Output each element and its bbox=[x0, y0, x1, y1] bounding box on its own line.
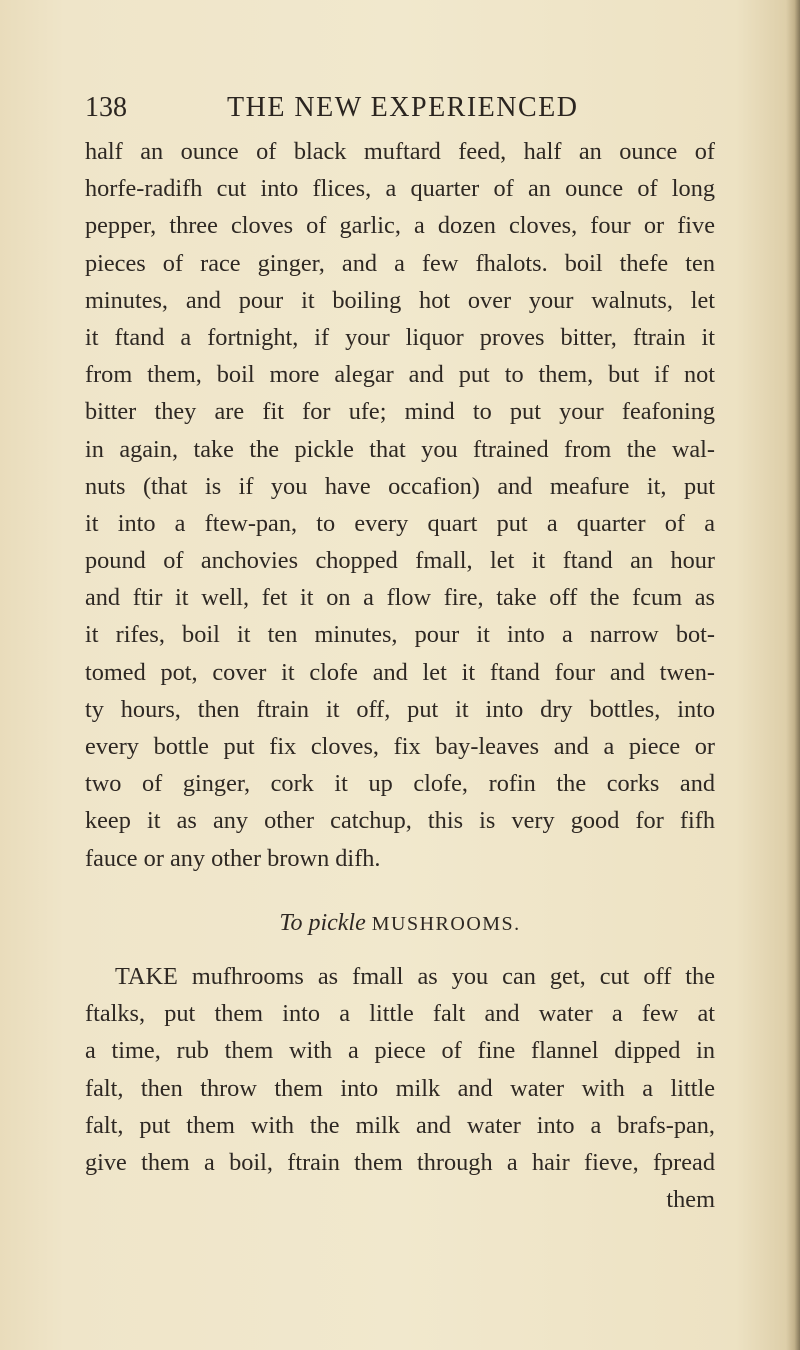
text-line: pieces of race ginger, and a few fhalots. boil thefe ten bbox=[85, 249, 715, 277]
text-line: pepper, three cloves of garlic, a dozen cloves, four or five bbox=[85, 212, 715, 240]
text-line: tomed pot, cover it clofe and let it ftand four and twen- bbox=[85, 658, 715, 686]
paragraph-walnut-pickle bbox=[85, 133, 715, 877]
text-line: it into a ftew-pan, to every quart put a quarter of a bbox=[85, 509, 715, 537]
section-heading bbox=[85, 905, 715, 942]
text-line: pound of anchovies chopped fmall, let it ftand an hour bbox=[85, 547, 715, 575]
text-line: bitter they are fit for ufe; mind to put your feafoning bbox=[85, 398, 715, 426]
text-line: every bottle put fix cloves, fix bay-leaves and a piece or bbox=[85, 733, 715, 760]
text-line: minutes, and pour it boiling hot over your walnuts, let bbox=[85, 286, 715, 314]
text-line: from them, boil more alegar and put to them, but if not bbox=[85, 361, 715, 389]
text-line: fauce or any other brown difh. bbox=[85, 844, 381, 872]
text-line: it ftand a fortnight, if your liquor proves bitter, ftrain it bbox=[85, 323, 715, 351]
text-line: horfe-radifh cut into flices, a quarter of an ounce of long bbox=[85, 175, 715, 203]
text-line: a time, rub them with a piece of fine flannel dipped in bbox=[85, 1037, 715, 1065]
text-line: falt, then throw them into milk and water with a little bbox=[85, 1074, 715, 1102]
page-number: 138 bbox=[85, 92, 127, 123]
text-line: falt, put them with the milk and water into a brafs-pan, bbox=[85, 1111, 715, 1139]
text-line: TAKE mufhrooms as fmall as you can get, cut off the bbox=[115, 962, 715, 990]
text-line: ty hours, then ftrain it off, put it into dry bottles, into bbox=[85, 695, 715, 723]
text-line: ftalks, put them into a little falt and water a few at bbox=[85, 1000, 715, 1028]
text-line: two of ginger, cork it up clofe, rofin the corks and bbox=[85, 770, 715, 798]
text-line: and ftir it well, fet it on a flow fire, take off the fcum as bbox=[85, 584, 715, 612]
section-heading-caps: MUSHROOMS. bbox=[371, 912, 521, 935]
paragraph-mushroom-pickle bbox=[85, 958, 715, 1218]
text-line: keep it as any other catchup, this is very good for fifh bbox=[85, 807, 715, 835]
catchword: them bbox=[666, 1186, 715, 1214]
page-body bbox=[85, 133, 715, 1218]
text-line: give them a boil, ftrain them through a hair fieve, fpread bbox=[85, 1148, 715, 1176]
page-edge-shadow bbox=[786, 0, 800, 1350]
text-line: half an ounce of black muftard feed, half an ounce of bbox=[85, 138, 715, 165]
running-head bbox=[85, 88, 705, 128]
section-heading-italic: To pickle bbox=[279, 909, 366, 936]
text-line: it rifes, boil it ten minutes, pour it into a narrow bot- bbox=[85, 621, 715, 649]
text-line: nuts (that is if you have occafion) and meafure it, put bbox=[85, 472, 715, 500]
text-line: in again, take the pickle that you ftrained from the wal- bbox=[85, 435, 715, 463]
running-head-title: THE NEW EXPERIENCED bbox=[227, 92, 579, 123]
